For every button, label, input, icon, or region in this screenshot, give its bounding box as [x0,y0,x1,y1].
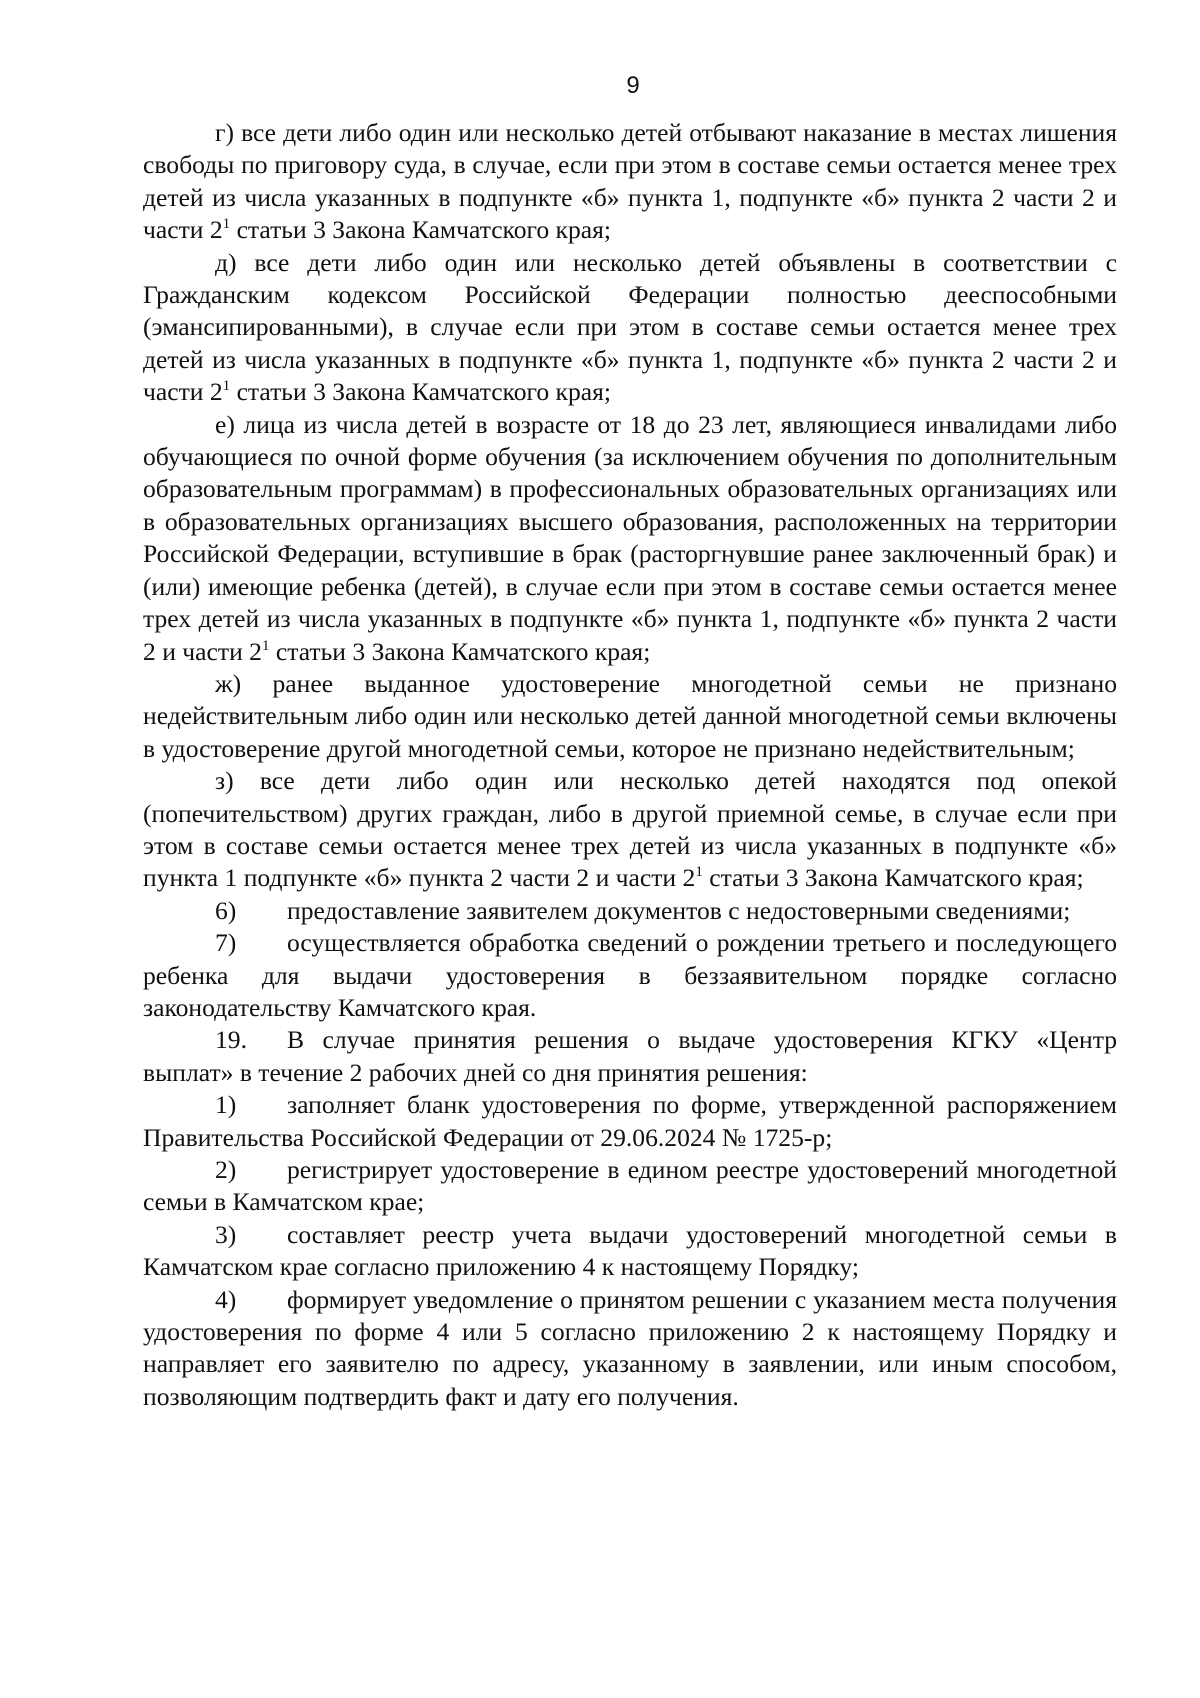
paragraph-item-7 [143,927,1117,1024]
paragraph-text: з) все дети либо один или несколько детей находятся под опекой (попечительством) других граждан, либо в другой приемной семье, в случае если при этом в составе семьи остается менее трех детей из числа указанных в подпункте «б» пункта 1 подпункте «б» пункта 2 части 2 и части 2 [143,766,1117,893]
paragraph-z [143,765,1117,895]
item-number: 7) [215,928,237,958]
paragraph-text: формирует уведомление о принятом решении с указанием места получения удостоверения по форме 4 или 5 согласно приложению 2 к настоящему Порядку и направляет его заявителю по адресу, указанному в заявлении, или иным способом, позволяющим подтвердить факт и дату его получения. [143,1284,1117,1411]
paragraph-text: статьи 3 Закона Камчатского края; [230,377,612,407]
paragraph-text: е) лица из числа детей в возрасте от 18 до 23 лет, являющиеся инвалидами либо обучающиеся по очной форме обучения (за исключением обучения по дополнительным образовательным программам) в профессиональных образовательных организациях или в образовательных организациях высшего образования, расположенных на территории Российской Федерации, вступившие в брак (расторгнувшие ранее заключенный брак) и (или) имеющие ребенка (детей), в случае если при этом в составе семьи остается менее трех детей из числа указанных в подпункте «б» пункта 1, подпункте «б» пункта 2 части 2 и части 2 [143,409,1117,666]
paragraph-text: г) все дети либо один или несколько детей отбывают наказание в местах лишения свободы по приговору суда, в случае, если при этом в составе семьи остается менее трех детей из числа указанных в подпункте «б» пункта 1, подпункте «б» пункта 2 части 2 и части 2 [143,118,1117,245]
paragraph-text: статьи 3 Закона Камчатского края; [269,636,651,666]
item-number: 19. [215,1025,247,1055]
paragraph-subitem-4 [143,1284,1117,1414]
item-number: 3) [215,1219,237,1249]
paragraph-zh: ж) ранее выданное удостоверение многодетной семьи не признано недействительным либо один или несколько детей данной многодетной семьи включены в удостоверение другой многодетной семьи, которое не признано недействительным; [143,668,1117,763]
item-number: 6) [215,895,237,925]
paragraph-e [143,409,1117,668]
paragraph-text: В случае принятия решения о выдаче удостоверения КГКУ «Центр выплат» в течение 2 рабочих дней со дня принятия решения: [143,1025,1117,1087]
paragraph-item-19 [143,1024,1117,1089]
paragraph-d [143,247,1117,409]
paragraph-subitem-2 [143,1154,1117,1219]
superscript: 1 [695,864,703,881]
paragraph-text: статьи 3 Закона Камчатского края; [230,215,612,245]
superscript: 1 [261,637,270,654]
item-number: 2) [215,1155,237,1184]
paragraph-item-6 [143,895,1117,927]
paragraph-subitem-3 [143,1219,1117,1284]
document-body [143,117,1117,1413]
paragraph-text: регистрирует удостоверение в едином реестре удостоверений многодетной семьи в Камчатском крае; [143,1155,1117,1217]
superscript: 1 [222,216,231,233]
paragraph-text: заполняет бланк удостоверения по форме, утвержденной распоряжением Правительства Российской Федерации от 29.06.2024 № 1725-р; [143,1090,1117,1152]
paragraph-text: д) все дети либо один или несколько детей объявлены в соответствии с Гражданским кодексом Российской Федерации полностью дееспособными (эмансипированными), в случае если при этом в составе семьи остается менее трех детей из числа указанных в подпункте «б» пункта 1, подпункте «б» пункта 2 части 2 и части 2 [143,247,1117,407]
paragraph-text: предоставление заявителем документов с недостоверными сведениями; [287,895,1071,925]
paragraph-text: статьи 3 Закона Камчатского края; [702,863,1084,893]
superscript: 1 [222,378,231,395]
paragraph-g [143,117,1117,247]
item-number: 1) [215,1090,237,1120]
page-number: 9 [626,72,640,99]
item-number: 4) [215,1284,237,1314]
paragraph-subitem-1 [143,1089,1117,1154]
paragraph-text: осуществляется обработка сведений о рождении третьего и последующего ребенка для выдачи удостоверения в беззаявительном порядке согласно законодательству Камчатского края. [143,928,1117,1022]
paragraph-text: составляет реестр учета выдачи удостоверений многодетной семьи в Камчатском крае согласно приложению 4 к настоящему Порядку; [143,1219,1117,1282]
